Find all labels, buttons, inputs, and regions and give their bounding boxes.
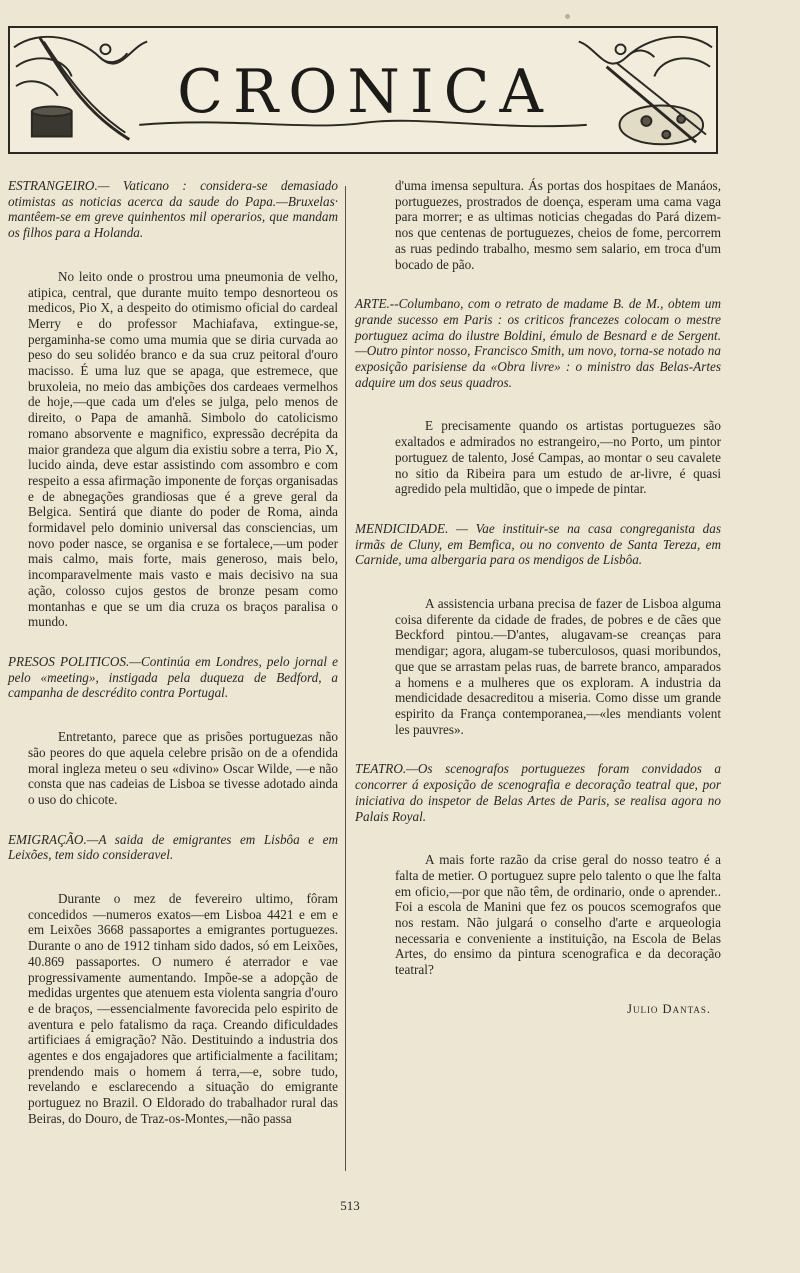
paper-speck	[565, 14, 570, 19]
palette-brushes-ornament	[579, 37, 712, 144]
section-teatro-lead: TEATRO.—Os scenografos portuguezes foram convidados a concorrer á exposição de scenografia e decoração teatral que, por iniciativa do inspetor de Belas Artes de Paris, se realisa agora no Palais Royal.	[355, 761, 721, 824]
column-divider	[345, 186, 346, 1171]
section-emigracao-lead: EMIGRAÇÃO.—A saida de emigrantes em Lisbôa e em Leixões, tem sido consideravel.	[8, 831, 338, 863]
page-title: CRONICA	[177, 57, 553, 127]
left-column	[8, 178, 338, 1151]
section-presos-body: Entretanto, parece que as prisões portuguezas não são peores do que aquela celebre prisão on de a ofendida moral ingleza meteu o seu «divino» Oscar Wilde, —e não consta que nas cadeias de Lisboa se tivesse adotado ainda o uso do chicote.	[28, 729, 338, 807]
section-estrangeiro-body: No leito onde o prostrou uma pneumonia de velho, atipica, central, que durante muito tempo desnorteou os medicos, Pio X, a despeito do otimismo oficial do cardeal Merry e do professor Machiafava, extingue-se, pergaminha-se como uma mumia que se diria curvada ao peso do seu solidéo branco e da sua cruz peitoral d'ouro macisso. É uma luz que se apaga, que estremece, que bruxoleia, no meio das ambições dos cardeaes vermelhos de hoje,—que cada um d'eles se julga, pelo menos de direito, o Papa de amanhã. Simbolo do catolicismo romano absorvente e magnifico, expressão decrépita da maior grandeza que algum dia existiu sobre a terra, Pio X, lucido ainda, deve estar assistindo com assombro e com respeito a essa afirmação imponente de forças organisadas e de abnegações grandiosas que é a greve geral da Belgica. Sentirá que diante do poder de Roma, ainda formidavel pelo dominio universal das consciencias, um novo poder nasce, se organisa e se fortalece,—um poder mais calmo, mais forte, mais generoso, mais belo, incomparavelmente mais vasto e mais decisivo na sua ação, colosso cujos gestos de bronze pesam como montanhas e que se um dia cruza os braços paralisa o mundo.	[28, 268, 338, 630]
masthead-banner	[8, 26, 718, 154]
author-signature: Julio Dantas.	[627, 1001, 711, 1016]
right-column	[355, 178, 721, 1018]
section-estrangeiro-lead: ESTRANGEIRO.— Vaticano : considera-se demasiado otimistas as noticias acerca da saude do Papa.—Bruxelas· mantêem-se em greve quinhentos mil operarios, que mandam os filhos para a Holanda.	[8, 178, 338, 241]
section-emigracao-continued: d'uma imensa sepultura. Ás portas dos hospitaes de Manáos, portuguezes, prostrados de doença, esperam uma cama vaga para morrer; e as ultimas noticias chegadas do Pará dizem-nos que centenas de portuguezes, cheios de fome, percorrem as ruas pedindo trabalho, mesmo sem salario, em troca d'um bocado de pão.	[395, 178, 721, 272]
section-arte-body: E precisamente quando os artistas portuguezes são exaltados e admirados no estrangeiro,—no Porto, um pintor portuguez de talento, José Campas, ao montar o seu cavalete no sitio da Ribeira para um estudo de ar-livre, é quasi agredido pela multidão, que o impede de pintar.	[395, 418, 721, 497]
inkwell-quill-ornament	[14, 37, 147, 140]
section-mendicidade-lead: MENDICIDADE. — Vae instituir-se na casa congreganista das irmãs de Cluny, em Bemfica, ou no convento de Santa Tereza, em Carnide, uma albergaria para os mendigos de Lisbôa.	[355, 520, 721, 568]
section-arte-lead: ARTE.--Columbano, com o retrato de madame B. de M., obtem um grande sucesso em Paris : os criticos francezes colocam o mestre portuguez acima do ilustre Boldini, émulo de Besnard e de Sergent.—Outro pintor nosso, Francisco Smith, um novo, torna-se notado na exposição parisiense da «Obra livre» : o ministro das Belas-Artes adquire um dos seus quadros.	[355, 296, 721, 390]
section-mendicidade-body: A assistencia urbana precisa de fazer de Lisboa alguma coisa diferente da cidade de frades, de pobres e de cães que Beckford pintou.—D'antes, alugavam-se creanças para mendigar; agora, alugam-se tuberculosos, quasi moribundos, que que se arrastam pelas ruas, de barrete branco, amparados a homens e a mulheres que os exploram. A industria da mendicidade desacreditou a miseria. Como disse um grande espirito da França contemporanea,—«les mendiants volent les pauvres».	[395, 596, 721, 737]
section-presos-lead: PRESOS POLITICOS.—Continúa em Londres, pelo jornal e pelo «meeting», instigada pela duqueza de Bedford, a campanha de descrédito contra Portugal.	[8, 653, 338, 701]
page-number: 513	[340, 1198, 360, 1213]
section-teatro-body: A mais forte razão da crise geral do nosso teatro é a falta de metier. O portuguez supre pelo talento o que lhe falta em oficio,—por que não têm, de ordinario, onde o aprender.. Foi a escola de Manini que fez os poucos scemografos que nos restam. Não julgará o conselho d'arte e arqueologia necessaria e conveniente a instituição, na Escola de Belas Artes, do ensimo da pintura scenografica e da decoração teatral?	[395, 852, 721, 978]
section-emigracao-body: Durante o mez de fevereiro ultimo, fôram concedidos —numeros exatos—em Lisboa 4421 e em e em Leixões 3668 passaportes a emigrantes portuguezes. Durante o ano de 1912 tinham sido dados, só em Leixões, 40.869 passaportes. O numero é aterrador e vae progressivamente aumentando. Impõe-se a adopção de medidas urgentes que atenuem esta violenta sangria d'ouro e de braços, —essencialmente favorecida pelo espirito de aventura e pelo fatalismo da raça. Creando dificuldades artificiaes á emigração? Não. Destituindo a industria dos agentes e dos engajadores que artificialmente a facilitam; prendendo mais o homem á terra,—e, sobre tudo, revelando e esclarecendo a situação do emigrante portuguez no Brazil. O Eldorado do trabalhador rural das Beiras, do Douro, de Traz-os-Montes,—não passa	[28, 891, 338, 1126]
